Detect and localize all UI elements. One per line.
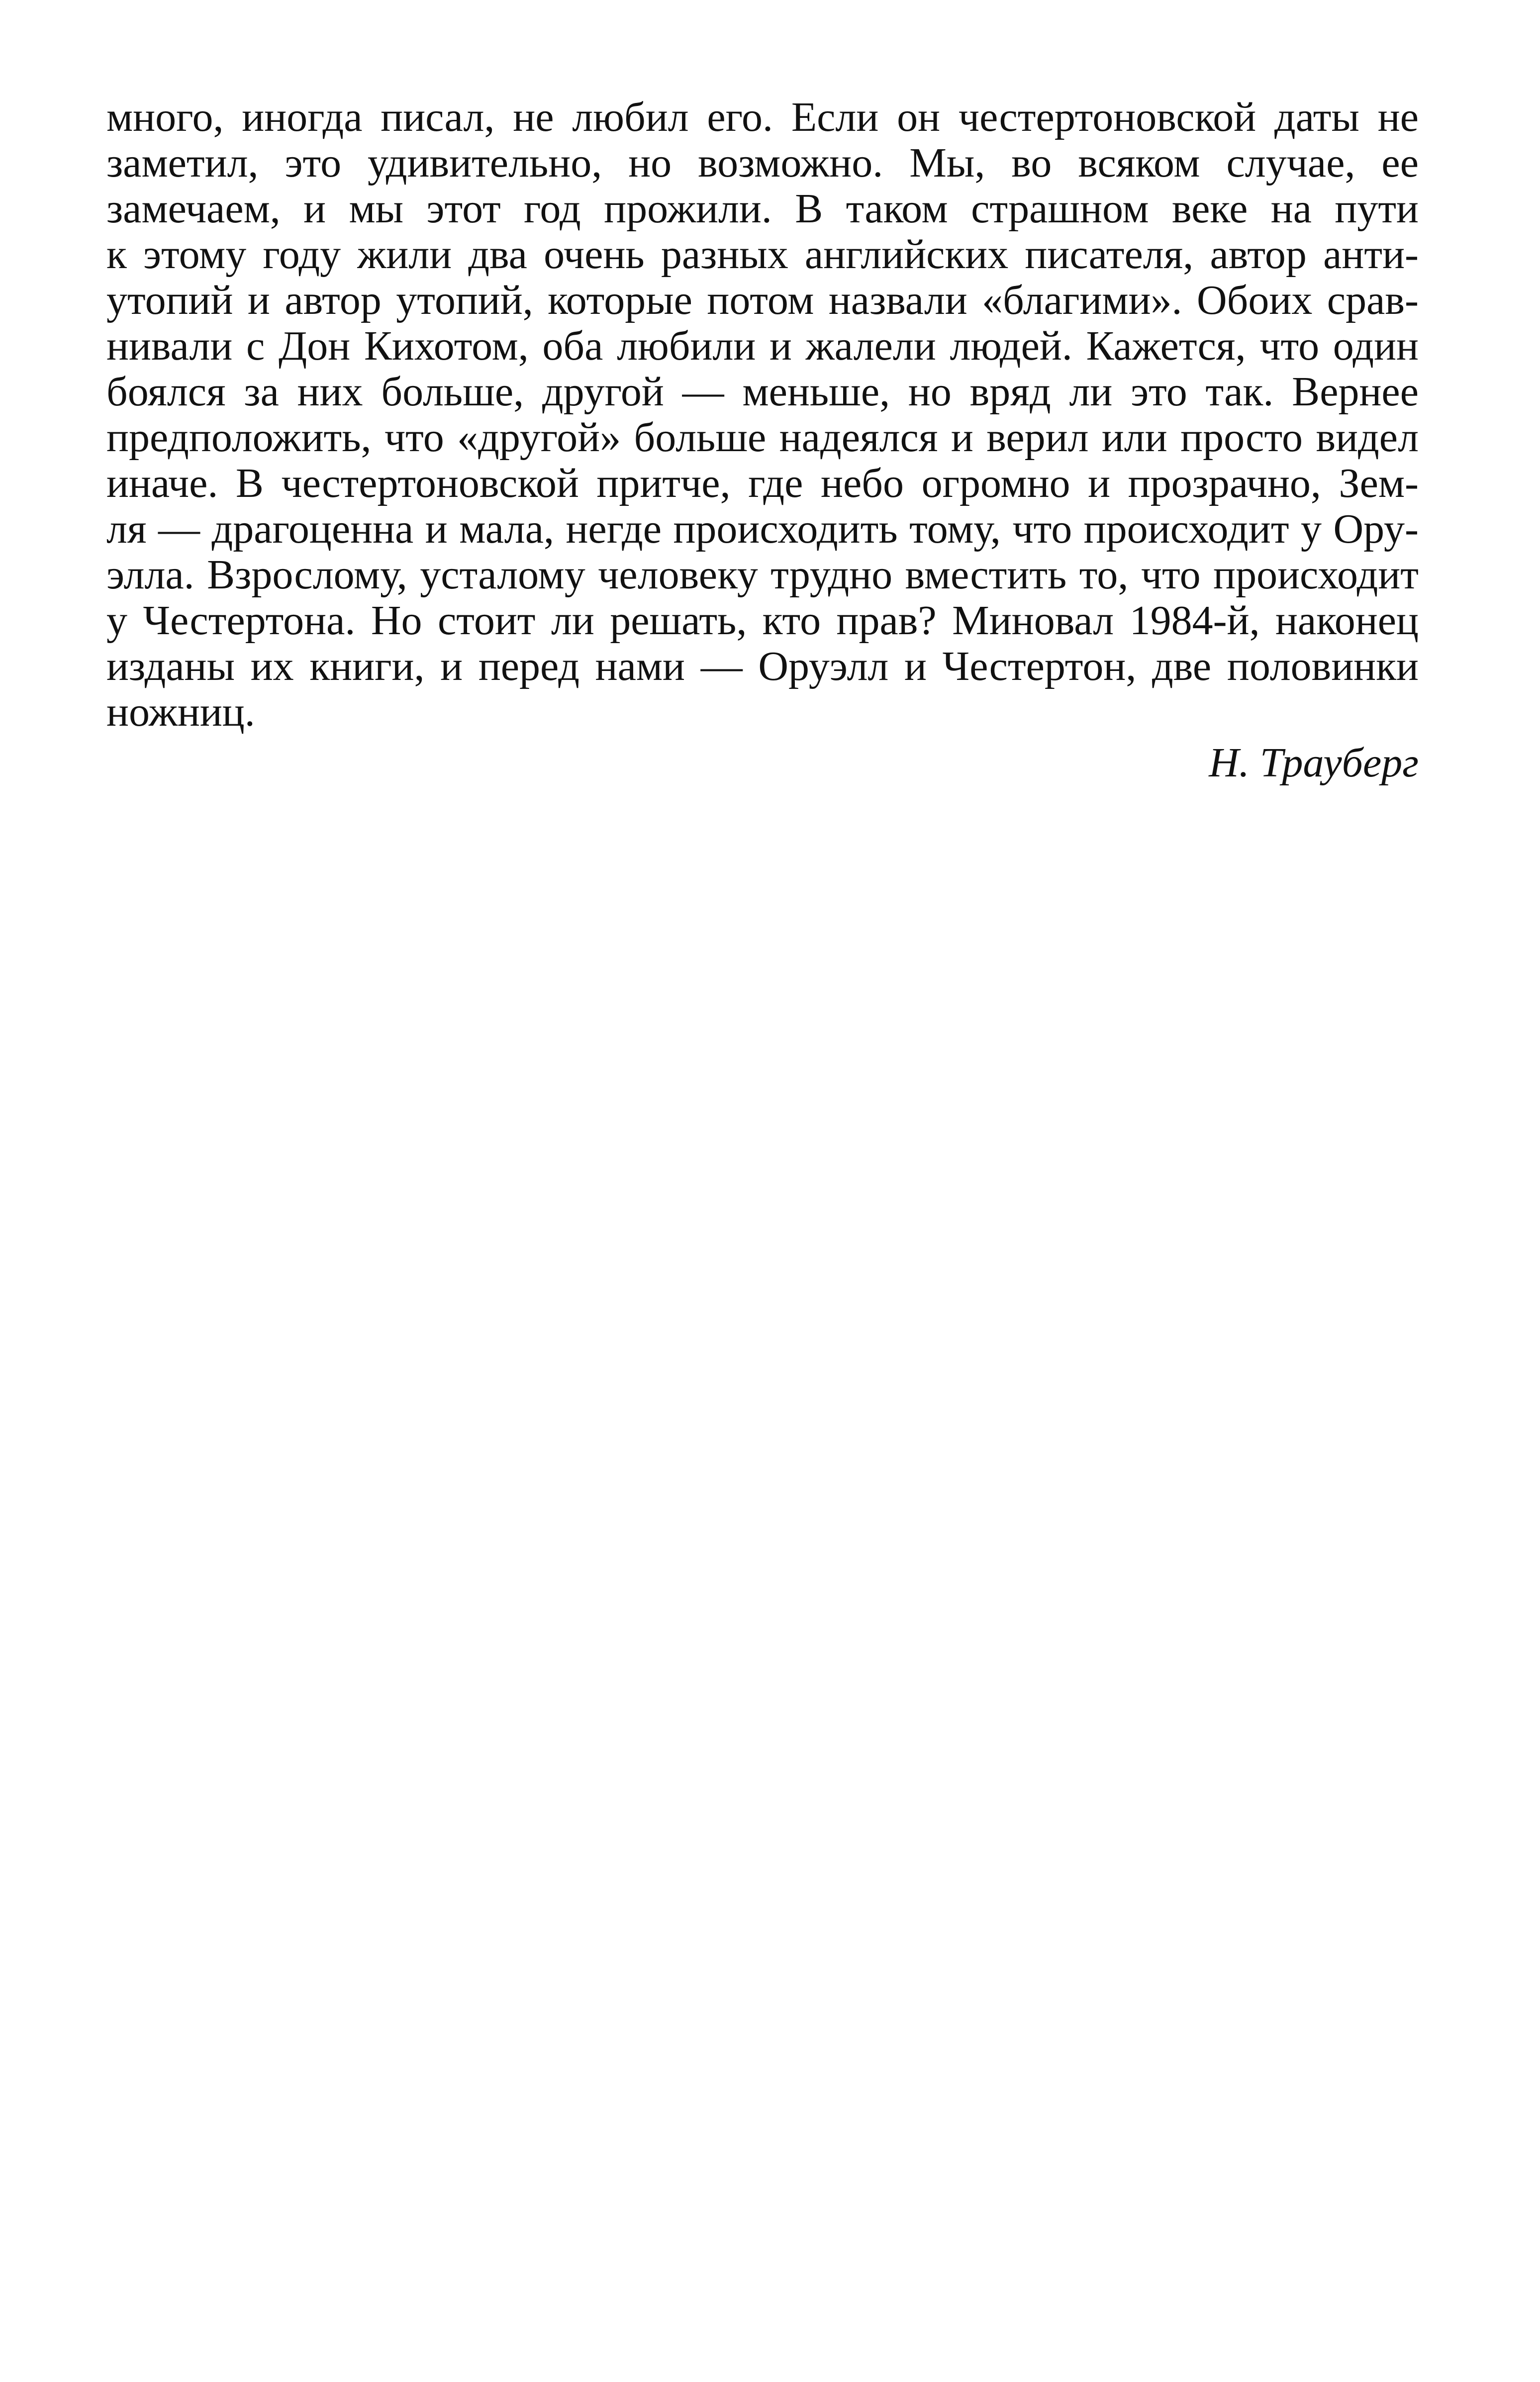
text-line: нивали с Дон Кихотом, оба любили и жалели людей. Кажется, что один (106, 323, 1419, 369)
text-line: утопий и автор утопий, которые потом назвали «благими». Обоих срав- (106, 277, 1419, 323)
text-line: предположить, что «другой» больше надеялся и верил или просто видел (106, 414, 1419, 461)
text-line: к этому году жили два очень разных английских писателя, автор анти- (106, 231, 1419, 278)
text-line: много, иногда писал, не любил его. Если он честертоновской даты не (106, 94, 1419, 140)
text-line: заметил, это удивительно, но возможно. Мы, во всяком случае, ее (106, 140, 1419, 186)
text-line: замечаем, и мы этот год прожили. В таком страшном веке на пути (106, 186, 1419, 232)
text-line: ножниц. (106, 689, 255, 735)
text-line: ля — драгоценна и мала, негде происходить тому, что происходит у Ору- (106, 506, 1419, 552)
text-line: изданы их книги, и перед нами — Оруэлл и Честертон, две половинки (106, 643, 1419, 689)
body-paragraph (106, 95, 1419, 735)
text-line: иначе. В честертоновской притче, где небо огромно и прозрачно, Зем- (106, 460, 1419, 506)
text-line: боялся за них больше, другой — меньше, но вряд ли это так. Вернее (106, 369, 1419, 415)
text-line: у Честертона. Но стоит ли решать, кто прав? Миновал 1984-й, наконец (106, 597, 1419, 644)
author-signature: Н. Трауберг (1209, 740, 1419, 786)
text-line: элла. Взрослому, усталому человеку трудно вместить то, что происходит (106, 552, 1419, 598)
